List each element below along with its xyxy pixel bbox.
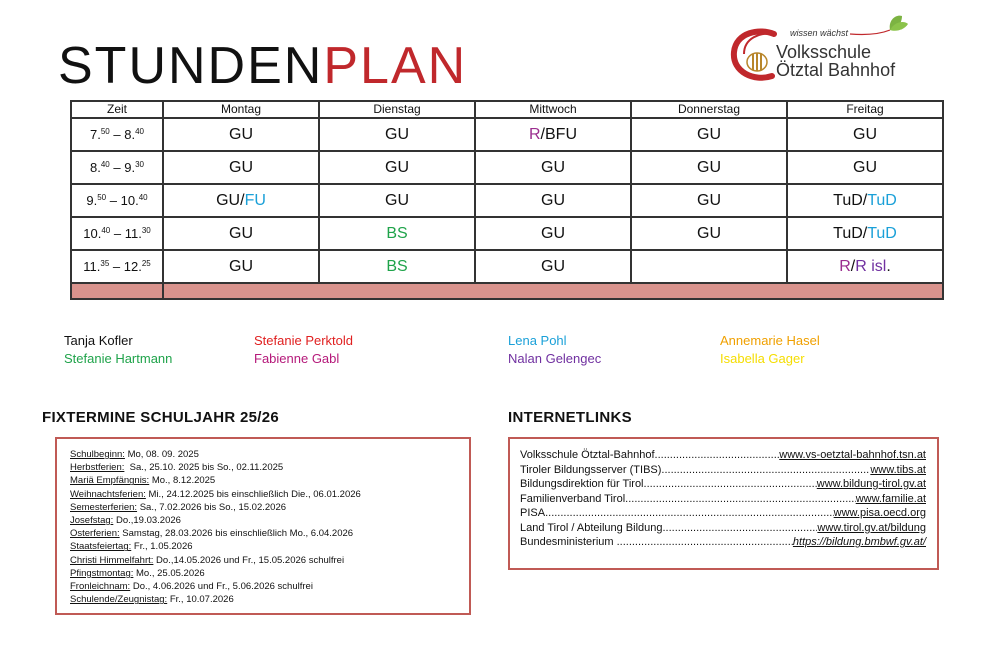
lesson-subject: GU [697,224,721,242]
fixtermin-item [70,475,215,486]
lesson-cell [475,217,631,250]
lesson-subject: GU [229,158,253,176]
lesson-subject: TuD [867,224,897,242]
fixtermin-label: Fronleichnam: [70,581,131,592]
lesson-cell [787,217,943,250]
fixtermine-box [55,437,471,615]
time-start: 7. [90,127,101,142]
fixtermine-heading: FIXTERMINE SCHULJAHR 25/26 [42,409,280,426]
lesson-cell [631,217,787,250]
lesson-cell [163,151,319,184]
lesson-cell [163,217,319,250]
link-label: Familienverband Tirol [520,492,626,505]
timetable-row [71,184,943,217]
teacher-name: Nalan Gelengec [508,351,602,366]
lesson-subject: / [850,257,856,275]
fixtermin-date: Sa., 25.10. 2025 bis So., 02.11.2025 [124,462,284,474]
fixtermin-date: Fr., 1.05.2026 [131,541,193,553]
link-url[interactable]: www.vs-oetztal-bahnhof.tsn.at [779,449,926,461]
time-start: 11. [83,259,101,274]
lesson-cell [319,118,475,151]
fixtermin-date: Do.,19.03.2026 [113,515,181,526]
lesson-cell [163,250,319,283]
teacher-name: Stefanie Perktold [254,333,354,348]
lesson-cell [787,250,943,283]
lesson-cell [631,250,787,283]
dot-leader [655,449,780,461]
fixtermin-label: Mariä Empfängnis: [70,475,150,487]
link-url[interactable]: www.tirol.gv.at/bildung [817,521,926,534]
logo-line-2: Ötztal Bahnhof [776,60,896,80]
dot-leader [617,536,793,548]
time-cell [71,118,163,151]
lesson-subject: TuD/ [833,191,868,209]
fixtermin-item [70,568,205,579]
time-end: 12. [123,259,142,274]
fixtermin-label: Semesterferien: [70,501,138,513]
link-label: Volksschule Ötztal-Bahnhof [520,449,655,461]
fixtermin-label: Pfingstmontag: [70,567,134,579]
dot-leader [663,522,818,534]
lesson-cell [631,184,787,217]
fixtermin-item [70,502,286,513]
time-end-minutes: 40 [138,193,148,202]
header-montag: Montag [163,101,319,118]
lesson-subject: BS [386,257,408,275]
school-logo [730,12,960,84]
timetable-row [71,118,943,151]
fixtermin-item [70,581,313,592]
time-cell [71,184,163,217]
fixtermin-label: Schulbeginn: [70,449,125,460]
time-end: 9. [124,160,136,175]
lesson-cell [787,151,943,184]
time-separator: – [109,259,124,274]
link-label: Land Tirol / Abteilung Bildung [520,521,663,534]
lesson-subject: GU [385,191,409,209]
link-row [520,449,926,461]
time-end-minutes: 25 [141,259,151,268]
fixtermin-date: Mo., 25.05.2026 [133,567,205,579]
fixtermin-label: Weihnachtsferien: [70,488,146,500]
link-label: Bildungsdirektion für Tirol [520,478,644,490]
lesson-subject: GU [541,191,565,209]
fixtermin-label: Staatsfeiertag: [70,541,132,553]
link-label: Tiroler Bildungsserver (TIBS) [520,463,662,476]
time-start-minutes: 50 [97,193,107,202]
fixtermin-date: Do.,14.05.2026 und Fr., 15.05.2026 schulfrei [153,554,345,566]
lesson-cell [475,118,631,151]
link-row [520,493,926,505]
logo-tagline: wissen wächst [790,28,849,38]
dot-leader [625,493,856,505]
lesson-subject: /BFU [540,125,577,143]
time-start: 8. [90,160,101,175]
fixtermin-date: Mo, 08. 09. 2025 [124,449,199,460]
time-end: 11. [124,226,142,241]
fixtermin-label: Christi Himmelfahrt: [70,554,154,566]
lesson-cell [787,184,943,217]
fixtermin-item [70,594,234,605]
teacher-name: Lena Pohl [508,333,567,348]
dot-leader [545,507,834,519]
lesson-subject: R isl [855,257,887,275]
fixtermin-date: Samstag, 28.03.2026 bis einschließlich Mo., 6.04.2026 [119,528,354,540]
fixtermin-label: Josefstag: [70,515,114,526]
time-separator: – [109,127,125,142]
link-row [520,536,926,548]
link-url[interactable]: www.bildung-tirol.gv.at [816,478,926,490]
timetable-row [71,250,943,283]
lesson-cell [475,151,631,184]
lesson-subject: GU [385,125,409,143]
time-cell [71,151,163,184]
fixtermin-date: Sa., 7.02.2026 bis So., 15.02.2026 [137,501,287,513]
link-row [520,464,926,476]
link-url[interactable]: www.pisa.oecd.org [833,507,926,519]
internetlinks-heading: INTERNETLINKS [508,409,632,426]
lesson-subject: R [839,257,851,275]
link-url[interactable]: www.tibs.at [870,463,926,476]
lesson-cell [319,151,475,184]
lesson-cell [319,250,475,283]
fixtermin-item [70,462,283,473]
fixtermin-date: Fr., 10.07.2026 [167,594,234,606]
lesson-subject: BS [386,224,408,242]
lesson-subject: GU [853,125,877,143]
teacher-name: Tanja Kofler [64,333,133,348]
lesson-subject: TuD [867,191,897,209]
lesson-subject: GU/ [216,191,245,209]
teacher-name: Fabienne Gabl [254,351,340,366]
lesson-cell [787,118,943,151]
fixtermin-item [70,449,199,460]
teacher-name: Annemarie Hasel [720,333,820,348]
time-start-minutes: 40 [101,226,111,235]
time-separator: – [110,226,125,241]
footer-bar-cell [163,283,943,299]
timetable-row [71,217,943,250]
time-end: 8. [124,127,136,142]
link-label: Bundesministerium [520,536,617,548]
timetable-footer-bar [71,283,943,299]
timetable [70,100,944,300]
link-row [520,478,926,490]
lesson-subject: GU [853,158,877,176]
lesson-cell [475,250,631,283]
link-url[interactable]: https://bildung.bmbwf.gv.at/ [792,536,926,548]
lesson-subject: GU [541,158,565,176]
fixtermin-label: Osterferien: [70,528,120,540]
time-start-minutes: 40 [100,160,110,169]
timetable-header-row [71,101,943,118]
internetlinks-box [508,437,939,570]
header-donnerstag: Donnerstag [631,101,787,118]
fixtermin-item [70,555,344,566]
lesson-subject: TuD/ [833,224,868,242]
link-row [520,522,926,534]
link-label: PISA [520,507,546,519]
teacher-name: Stefanie Hartmann [64,351,173,366]
time-start-minutes: 50 [100,127,110,136]
fixtermin-item [70,541,193,552]
fixtermin-item [70,489,361,500]
header-dienstag: Dienstag [319,101,475,118]
lesson-subject: FU [244,191,266,209]
time-cell [71,250,163,283]
time-separator: – [109,160,125,175]
time-end: 10. [120,193,139,208]
time-cell [71,217,163,250]
lesson-cell [163,184,319,217]
fixtermin-date: Mo., 8.12.2025 [149,475,216,487]
link-url[interactable]: www.familie.at [855,492,926,505]
fixtermin-item [70,515,181,526]
lesson-subject: GU [541,257,565,275]
lesson-cell [631,151,787,184]
lesson-cell [319,217,475,250]
time-start: 9. [86,193,98,208]
footer-bar-cell [71,283,163,299]
fixtermin-item [70,528,353,539]
lesson-cell [475,184,631,217]
page-title [58,36,467,96]
lesson-cell [319,184,475,217]
header-zeit: Zeit [71,101,163,118]
time-start-minutes: 35 [100,259,110,268]
lesson-subject: GU [697,191,721,209]
lesson-subject: GU [229,257,253,275]
time-end-minutes: 30 [135,160,144,169]
title-part-stunden: STUNDEN [58,37,324,95]
fixtermin-label: Schulende/Zeugnistag: [70,594,168,606]
lesson-subject: GU [697,158,721,176]
link-row [520,507,926,519]
logo-line-1: Volksschule [776,42,872,62]
time-end-minutes: 30 [141,226,151,235]
fixtermin-date: Do., 4.06.2026 und Fr., 5.06.2026 schulfrei [130,581,313,592]
lesson-subject: GU [229,224,253,242]
time-start: 10. [83,226,102,241]
lesson-subject: GU [229,125,253,143]
header-freitag: Freitag [787,101,943,118]
lesson-subject: . [886,257,891,275]
time-end-minutes: 40 [135,127,144,136]
lesson-subject: R [528,125,541,143]
dot-leader [661,464,870,476]
teacher-name: Isabella Gager [720,351,805,366]
timetable-row [71,151,943,184]
lesson-cell [631,118,787,151]
fixtermin-label: Herbstferien: [70,462,125,474]
fixtermin-date: Mi., 24.12.2025 bis einschließlich Die., 06.01.2026 [145,488,361,500]
time-separator: – [106,193,121,208]
lesson-subject: GU [385,158,409,176]
title-part-plan: PLAN [323,37,468,95]
header-mittwoch: Mittwoch [475,101,631,118]
dot-leader [644,478,817,490]
lesson-subject: GU [697,125,721,143]
lesson-subject: GU [541,224,565,242]
lesson-cell [163,118,319,151]
